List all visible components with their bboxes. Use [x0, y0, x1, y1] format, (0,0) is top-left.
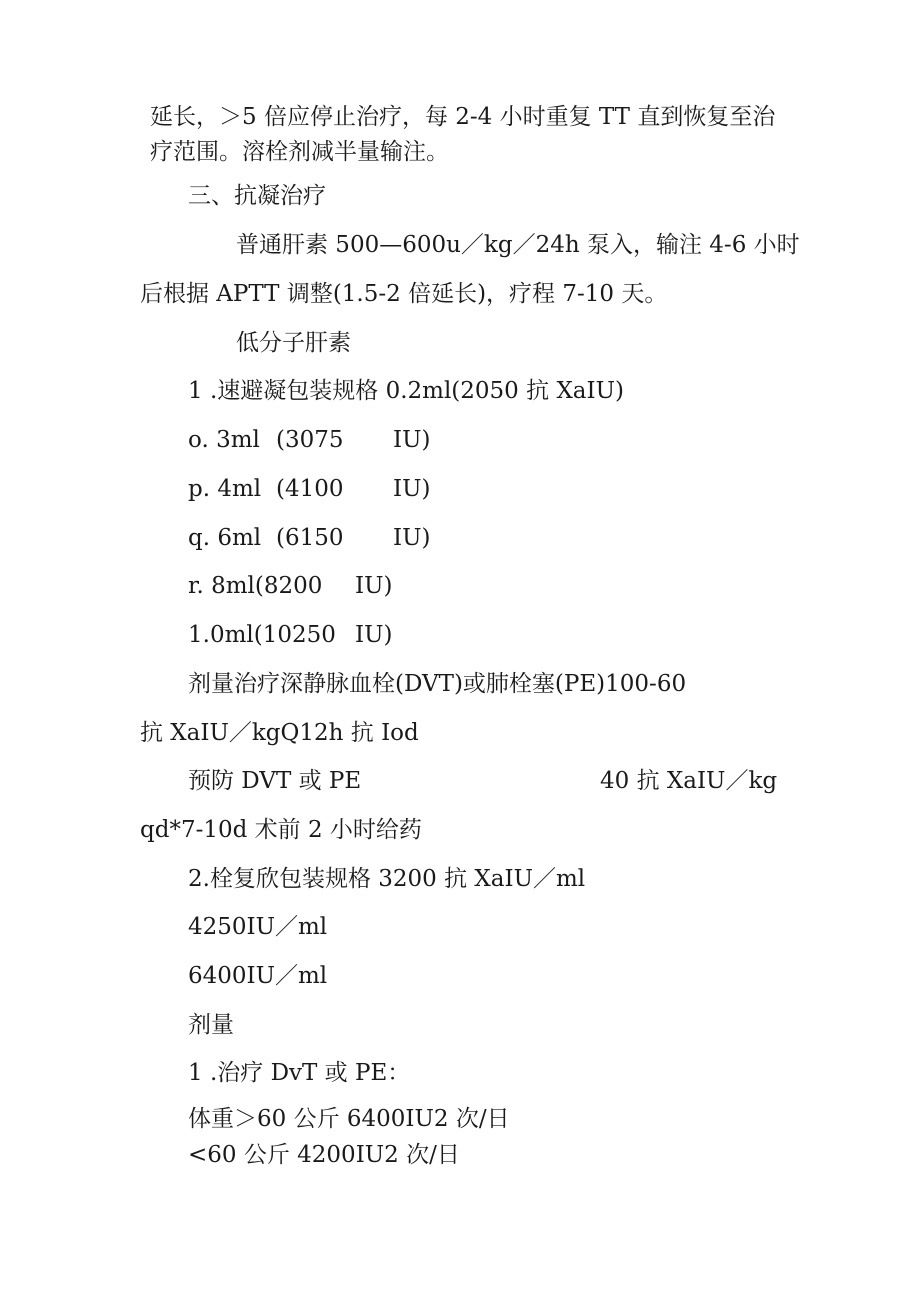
section-heading: 三、抗凝治疗: [188, 183, 326, 209]
paragraph-line: <60 公斤 4200IU2 次/日: [188, 1142, 460, 1168]
dose-unit: IU): [393, 476, 431, 502]
dose-spec: o. 3ml: [188, 427, 260, 453]
paragraph-line: 抗 XaIU／kgQ12h 抗 Iod: [140, 720, 419, 746]
paragraph-line: qd*7-10d 术前 2 小时给药: [140, 817, 422, 843]
dose-unit: IU): [355, 573, 393, 599]
dose-amount: (6150: [276, 525, 344, 551]
paragraph-line: 后根据 APTT 调整(1.5-2 倍延长)，疗程 7-10 天。: [140, 281, 668, 307]
dose-unit: IU): [393, 525, 431, 551]
dose-unit: IU): [393, 427, 431, 453]
subheading: 剂量: [188, 1012, 234, 1038]
dose-amount: (4100: [276, 476, 344, 502]
dose-spec: p. 4ml: [188, 476, 262, 502]
paragraph-line: 体重＞60 公斤 6400IU2 次/日: [188, 1106, 510, 1132]
dose-value: 40 抗 XaIU／kg: [600, 768, 778, 794]
list-item: 1 .速避凝包装规格 0.2ml(2050 抗 XaIU): [188, 378, 624, 404]
paragraph-line: 普通肝素 500—600u／kg／24h 泵入，输注 4-6 小时: [236, 232, 800, 258]
dose-spec: 6400IU／ml: [188, 963, 328, 989]
paragraph-line: 疗范围。溶栓剂减半量输注。: [150, 139, 449, 165]
list-item: 2.栓复欣包装规格 3200 抗 XaIU／ml: [188, 866, 586, 892]
dose-unit: IU): [355, 622, 393, 648]
list-item: 1 .治疗 DvT 或 PE：: [188, 1060, 411, 1086]
paragraph-line: 剂量治疗深静脉血栓(DVT)或肺栓塞(PE)100-60: [188, 671, 687, 697]
paragraph-line: 延长，＞5 倍应停止治疗，每 2-4 小时重复 TT 直到恢复至治: [150, 104, 776, 130]
dose-spec: 4250IU／ml: [188, 914, 328, 940]
subheading: 低分子肝素: [236, 330, 351, 356]
dose-spec: r. 8ml(8200: [188, 573, 323, 599]
paragraph-line: 预防 DVT 或 PE: [188, 768, 362, 794]
dose-spec: 1.0ml(10250: [188, 622, 336, 648]
dose-amount: (3075: [276, 427, 344, 453]
dose-spec: q. 6ml: [188, 525, 262, 551]
